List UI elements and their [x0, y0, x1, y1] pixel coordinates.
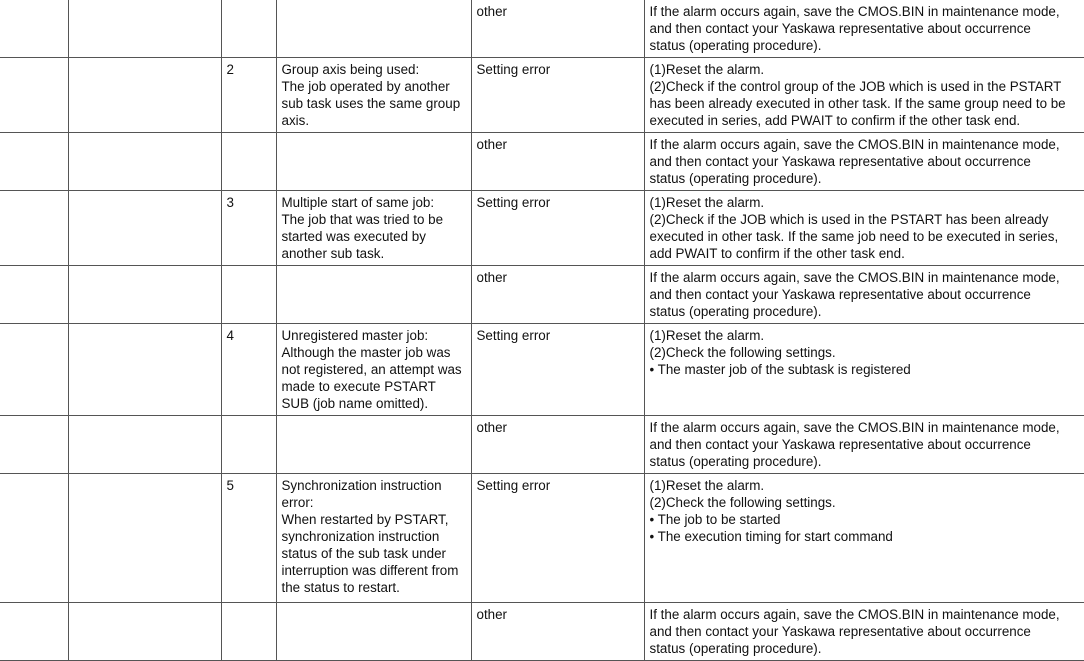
cause-cell: Setting error [471, 58, 644, 133]
remedy-line: and then contact your Yaskawa representative about occurrence [649, 437, 1031, 452]
remedy-cell [644, 474, 1084, 603]
meaning-line: made to execute PSTART [281, 379, 436, 394]
meaning-line: The job that was tried to be [281, 212, 444, 227]
remedy-line: (2)Check the following settings. [649, 495, 836, 510]
remedy-line: (2)Check if the control group of the JOB which is used in the PSTART [649, 79, 1062, 94]
remedy-line: (2)Check the following settings. [649, 345, 836, 360]
alarm-row [0, 324, 1084, 416]
meaning-line: the status to restart. [281, 580, 400, 595]
remedy-cell [644, 266, 1084, 324]
alarm-name-cell [68, 474, 221, 603]
remedy-line: and then contact your Yaskawa representative about occurrence [649, 287, 1031, 302]
alarm-other-row [0, 266, 1084, 324]
meaning-line: error: [281, 495, 314, 510]
meaning-line: Unregistered master job: [281, 328, 429, 343]
cause-cell: other [471, 0, 644, 58]
sub-code-cell: 3 [221, 191, 276, 266]
alarm-name-cell [68, 603, 221, 661]
meaning-line: status of the sub task under [281, 546, 447, 561]
meaning-cell [276, 58, 471, 133]
remedy-line: has been already executed in other task. If the same group need to be [649, 96, 1066, 111]
meaning-line: The job operated by another [281, 79, 450, 94]
remedy-line: and then contact your Yaskawa representative about occurrence [649, 21, 1031, 36]
remedy-line: • The execution timing for start command [649, 529, 893, 544]
sub-code-cell: 2 [221, 58, 276, 133]
meaning-cell [276, 266, 471, 324]
alarm-name-cell [68, 133, 221, 191]
remedy-line: If the alarm occurs again, save the CMOS.BIN in maintenance mode, [649, 137, 1060, 152]
cause-cell: other [471, 133, 644, 191]
cause-cell: Setting error [471, 474, 644, 603]
meaning-cell [276, 416, 471, 474]
alarm-row [0, 58, 1084, 133]
remedy-cell [644, 603, 1084, 661]
alarm-name-cell [68, 58, 221, 133]
cause-cell: Setting error [471, 191, 644, 266]
sub-code-cell [221, 0, 276, 58]
meaning-cell [276, 324, 471, 416]
meaning-cell [276, 603, 471, 661]
sub-code-cell [221, 603, 276, 661]
cause-cell: other [471, 416, 644, 474]
meaning-line: When restarted by PSTART, [281, 512, 449, 527]
meaning-line: interruption was different from [281, 563, 459, 578]
remedy-line: status (operating procedure). [649, 454, 822, 469]
remedy-line: If the alarm occurs again, save the CMOS.BIN in maintenance mode, [649, 420, 1060, 435]
meaning-line: not registered, an attempt was [281, 362, 462, 377]
alarm-row [0, 474, 1084, 603]
alarm-other-row [0, 0, 1084, 58]
alarm-other-row [0, 416, 1084, 474]
sub-code-cell: 4 [221, 324, 276, 416]
alarm-number-cell [0, 0, 68, 58]
alarm-number-cell [0, 603, 68, 661]
remedy-cell [644, 133, 1084, 191]
meaning-line: SUB (job name omitted). [281, 396, 429, 411]
alarm-other-row [0, 133, 1084, 191]
alarm-number-cell [0, 58, 68, 133]
sub-code-cell [221, 416, 276, 474]
remedy-line: (1)Reset the alarm. [649, 195, 765, 210]
remedy-line: If the alarm occurs again, save the CMOS.BIN in maintenance mode, [649, 270, 1060, 285]
alarm-number-cell [0, 133, 68, 191]
meaning-line: sub task uses the same group [281, 96, 461, 111]
sub-code-cell [221, 266, 276, 324]
alarm-name-cell [68, 0, 221, 58]
remedy-line: status (operating procedure). [649, 171, 822, 186]
remedy-line: status (operating procedure). [649, 38, 822, 53]
cause-cell: Setting error [471, 324, 644, 416]
meaning-cell [276, 0, 471, 58]
remedy-line: executed in other task. If the same job need to be executed in series, [649, 229, 1059, 244]
meaning-line: Although the master job was [281, 345, 451, 360]
remedy-line: executed in series, add PWAIT to confirm if the other task end. [649, 113, 1021, 128]
sub-code-cell [221, 133, 276, 191]
remedy-line: • The job to be started [649, 512, 781, 527]
remedy-line: (2)Check if the JOB which is used in the PSTART has been already [649, 212, 1049, 227]
sub-code-cell: 5 [221, 474, 276, 603]
remedy-line: If the alarm occurs again, save the CMOS.BIN in maintenance mode, [649, 4, 1060, 19]
remedy-cell [644, 191, 1084, 266]
meaning-line: synchronization instruction [281, 529, 440, 544]
cause-cell: other [471, 603, 644, 661]
alarm-other-row [0, 603, 1084, 661]
remedy-line: (1)Reset the alarm. [649, 328, 765, 343]
alarm-number-cell [0, 191, 68, 266]
meaning-line: Group axis being used: [281, 62, 420, 77]
meaning-line: another sub task. [281, 246, 385, 261]
remedy-line: add PWAIT to confirm if the other task end. [649, 246, 905, 261]
meaning-line: Synchronization instruction [281, 478, 442, 493]
remedy-cell [644, 58, 1084, 133]
alarm-name-cell [68, 191, 221, 266]
remedy-cell [644, 416, 1084, 474]
remedy-cell [644, 0, 1084, 58]
alarm-row [0, 191, 1084, 266]
meaning-cell [276, 474, 471, 603]
remedy-line: status (operating procedure). [649, 641, 822, 656]
alarm-number-cell [0, 266, 68, 324]
alarm-number-cell [0, 324, 68, 416]
remedy-line: If the alarm occurs again, save the CMOS.BIN in maintenance mode, [649, 607, 1060, 622]
alarm-number-cell [0, 474, 68, 603]
remedy-line: status (operating procedure). [649, 304, 822, 319]
alarm-name-cell [68, 416, 221, 474]
remedy-line: and then contact your Yaskawa representative about occurrence [649, 154, 1031, 169]
alarm-name-cell [68, 324, 221, 416]
meaning-line: Multiple start of same job: [281, 195, 435, 210]
meaning-cell [276, 191, 471, 266]
alarm-name-cell [68, 266, 221, 324]
remedy-cell [644, 324, 1084, 416]
remedy-line: and then contact your Yaskawa representative about occurrence [649, 624, 1031, 639]
alarm-number-cell [0, 416, 68, 474]
cause-cell: other [471, 266, 644, 324]
remedy-line: (1)Reset the alarm. [649, 478, 765, 493]
meaning-line: started was executed by [281, 229, 426, 244]
meaning-line: axis. [281, 113, 310, 128]
remedy-line: (1)Reset the alarm. [649, 62, 765, 77]
remedy-line: • The master job of the subtask is registered [649, 362, 911, 377]
meaning-cell [276, 133, 471, 191]
